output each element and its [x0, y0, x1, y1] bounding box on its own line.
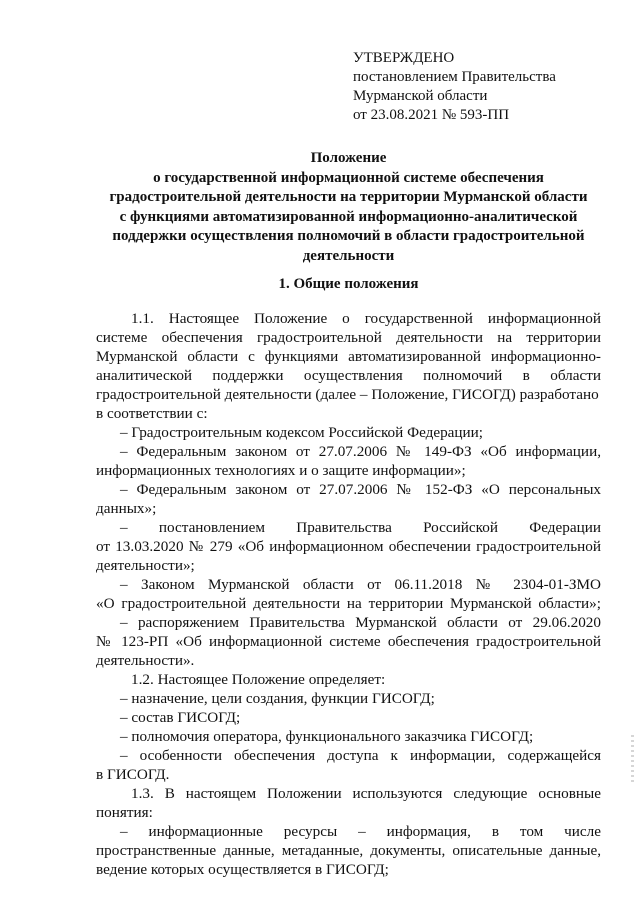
- paragraph-line: пространственные данные, метаданные, документы, описательные данные,: [96, 842, 601, 859]
- paragraph-line: деятельности».: [96, 652, 195, 669]
- paragraph-line: 1.1. Настоящее Положение о государственной информационной: [131, 310, 601, 327]
- paragraph-line: «О градостроительной деятельности на территории Мурманской области»;: [96, 595, 601, 612]
- paragraph-line: – информационные ресурсы – информация, в том числе: [120, 823, 601, 840]
- scan-margin-mark: [631, 735, 634, 785]
- title-line: градостроительной деятельности на территории Мурманской области: [109, 189, 588, 206]
- paragraph-line: информационных технологиях и о защите информации»;: [96, 462, 466, 479]
- paragraph-line: системе обеспечения градостроительной деятельности на территории: [96, 329, 601, 346]
- approval-line: постановлением Правительства: [353, 69, 556, 85]
- paragraph-line: данных»;: [96, 500, 157, 517]
- paragraph-line: в ГИСОГД.: [96, 766, 170, 783]
- approval-line: УТВЕРЖДЕНО: [353, 50, 455, 66]
- title-line: деятельности: [302, 247, 395, 264]
- paragraph-line: ведение которых осуществляется в ГИСОГД;: [96, 861, 389, 878]
- section-heading: 1. Общие положения: [278, 276, 419, 292]
- paragraph-line: 1.2. Настоящее Положение определяет:: [131, 671, 386, 688]
- approval-stamp: [353, 49, 556, 125]
- paragraph-line: Мурманской области с функциями автоматизированной информационно-: [96, 348, 601, 365]
- approval-line: от 23.08.2021 № 593-ПП: [353, 107, 510, 123]
- paragraph-line: деятельности»;: [96, 557, 195, 574]
- paragraph-line: – Законом Мурманской области от 06.11.2018 № 2304-01-ЗМО: [120, 576, 601, 593]
- paragraph-line: понятия:: [96, 804, 153, 821]
- paragraph-line: – назначение, цели создания, функции ГИСОГД;: [120, 690, 435, 707]
- paragraph-line: от 13.03.2020 № 279 «Об информационном обеспечении градостроительной: [96, 538, 601, 555]
- paragraph-line: – Градостроительным кодексом Российской Федерации;: [120, 424, 484, 441]
- paragraph-line: – полномочия оператора, функционального заказчика ГИСОГД;: [120, 728, 534, 745]
- approval-line: Мурманской области: [353, 88, 488, 104]
- title-line: Положение: [310, 150, 387, 166]
- paragraph-line: – распоряжением Правительства Мурманской области от 29.06.2020: [120, 614, 601, 631]
- paragraph-line: – состав ГИСОГД;: [120, 709, 241, 726]
- title-line: поддержки осуществления полномочий в области градостроительной: [112, 228, 585, 245]
- title-line: с функциями автоматизированной информационно-аналитической: [119, 208, 578, 225]
- paragraph-line: – Федеральным законом от 27.07.2006 № 152-ФЗ «О персональных: [120, 481, 601, 498]
- paragraph-line: № 123-РП «Об информационной системе обеспечения градостроительной: [96, 633, 601, 650]
- paragraph-line: в соответствии с:: [96, 405, 208, 422]
- paragraph-line: – особенности обеспечения доступа к информации, содержащейся: [120, 747, 601, 764]
- paragraph-line: – Федеральным законом от 27.07.2006 № 149-ФЗ «Об информации,: [120, 443, 601, 460]
- paragraph-line: 1.3. В настоящем Положении используются следующие основные: [131, 785, 601, 802]
- title-line: о государственной информационной системе обеспечения: [153, 169, 544, 186]
- paragraph-line: градостроительной деятельности (далее – Положение, ГИСОГД) разработано: [96, 386, 599, 403]
- paragraph-line: аналитической поддержки осуществления полномочий в области: [96, 367, 601, 384]
- paragraph-line: – постановлением Правительства Российской Федерации: [120, 519, 601, 536]
- document-title: [96, 149, 601, 267]
